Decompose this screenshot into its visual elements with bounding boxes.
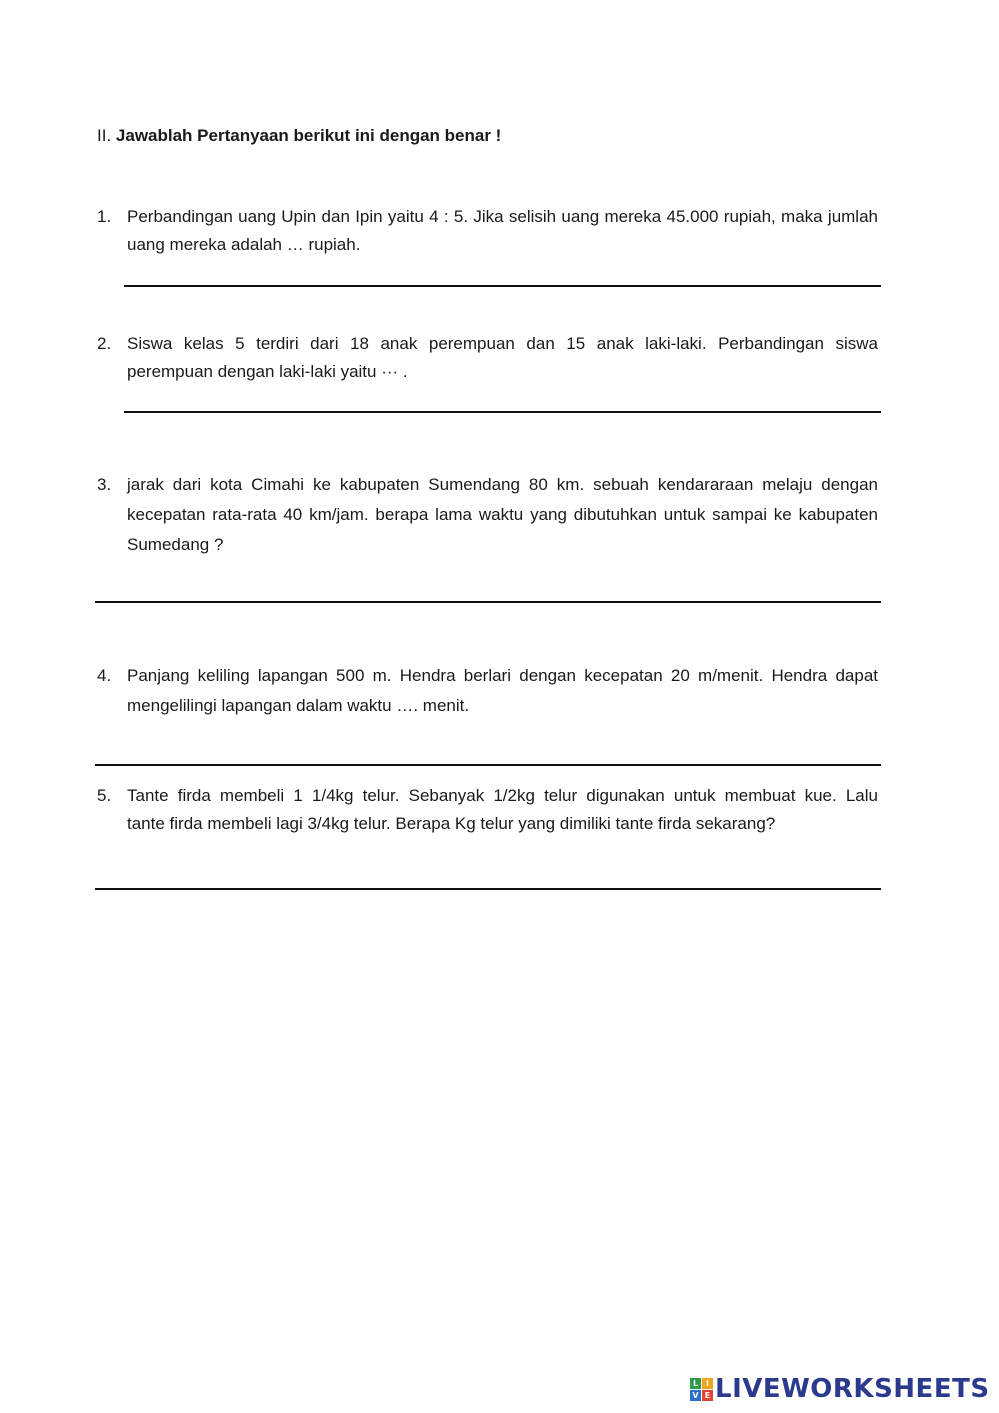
liveworksheets-wordmark: LIVEWORKSHEETS [715, 1374, 990, 1404]
question-text: Tante firda membeli 1 1/4kg telur. Sebanyak 1/2kg telur digunakan untuk membuat kue. Lalu tante firda membeli lagi 3/4kg telur. Berapa Kg telur yang dimiliki tante firda sekarang? [127, 786, 907, 833]
question-number: 2. [97, 334, 112, 353]
logo-letter-v: V [690, 1390, 701, 1401]
liveworksheets-logo-icon [690, 1378, 713, 1401]
logo-letter-e: E [702, 1390, 713, 1401]
section-title: Jawablah Pertanyaan berikut ini dengan benar ! [115, 126, 502, 145]
liveworksheets-logo [690, 1374, 990, 1404]
answer-line-5[interactable] [95, 888, 881, 890]
question-1 [97, 203, 878, 259]
question-5 [97, 782, 907, 838]
answer-line-4[interactable] [95, 764, 881, 766]
question-number: 4. [97, 666, 112, 685]
question-number: 3. [97, 475, 112, 494]
question-number: 5. [97, 786, 112, 805]
answer-line-2[interactable] [124, 411, 881, 413]
question-text: jarak dari kota Cimahi ke kabupaten Sumendang 80 km. sebuah kendararaan melaju dengan kecepatan rata-rata 40 km/jam. berapa lama waktu yang dibutuhkan untuk sampai ke kabupaten Sumedang ? [127, 475, 878, 554]
answer-line-3[interactable] [95, 601, 881, 603]
question-text: Siswa kelas 5 terdiri dari 18 anak perempuan dan 15 anak laki-laki. Perbandingan siswa perempuan dengan laki-laki yaitu ··· . [127, 334, 878, 381]
question-2 [97, 330, 878, 386]
question-4 [97, 661, 878, 721]
question-number: 1. [97, 207, 112, 226]
question-text: Perbandingan uang Upin dan Ipin yaitu 4 : 5. Jika selisih uang mereka 45.000 rupiah, maka jumlah uang mereka adalah … rupiah. [127, 207, 878, 254]
logo-letter-l: L [690, 1378, 701, 1389]
question-text: Panjang keliling lapangan 500 m. Hendra berlari dengan kecepatan 20 m/menit. Hendra dapat mengelilingi lapangan dalam waktu …. menit. [127, 666, 878, 715]
logo-letter-i: I [702, 1378, 713, 1389]
section-heading [97, 124, 501, 148]
section-number: II. [97, 126, 112, 145]
answer-line-1[interactable] [124, 285, 881, 287]
question-3 [97, 470, 878, 560]
